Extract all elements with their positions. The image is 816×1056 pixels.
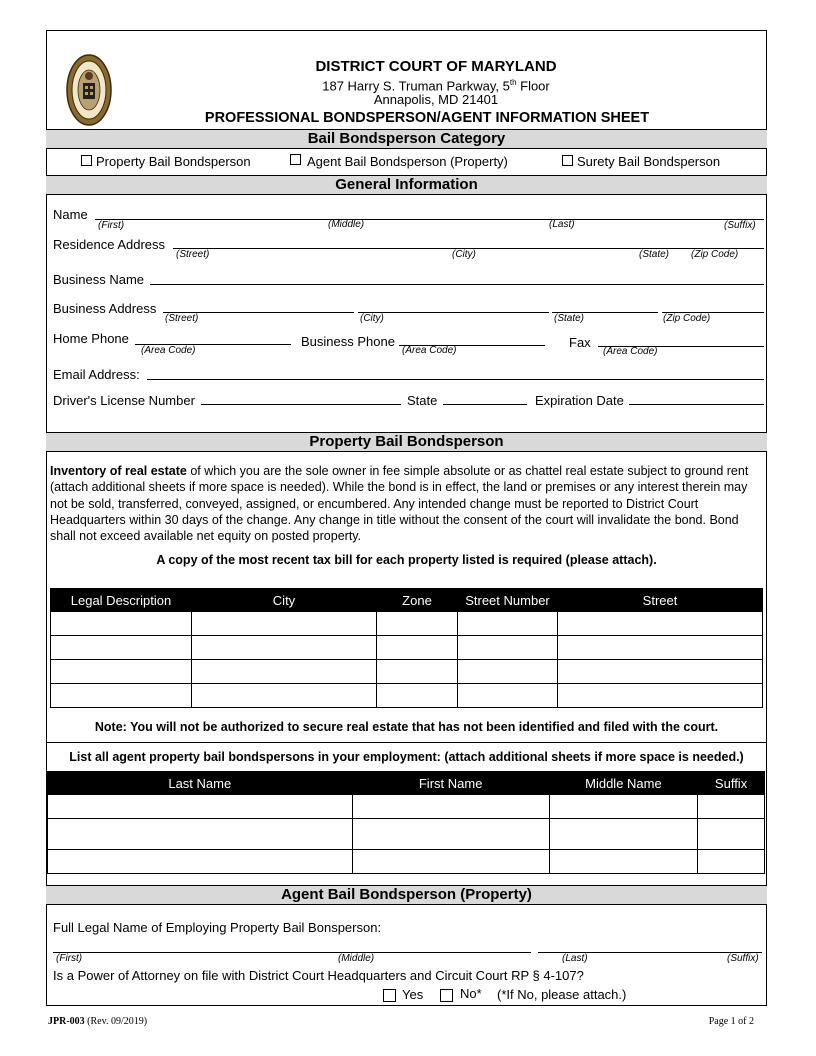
poa-if-no-note: (*If No, please attach.)	[497, 987, 627, 1002]
court-seal-icon	[66, 53, 112, 127]
agent-bondsperson-checkbox[interactable]	[290, 154, 301, 165]
poa-no-checkbox[interactable]	[440, 989, 453, 1002]
court-address-line1: 187 Harry S. Truman Parkway, 5th Floor	[322, 78, 550, 94]
property-bondsperson-checkbox[interactable]	[81, 155, 92, 166]
surety-bondsperson-checkbox[interactable]	[562, 155, 573, 166]
table-row	[48, 819, 765, 850]
employer-sub-middle: (Middle)	[338, 953, 375, 964]
name-sub-suffix: (Suffix)	[724, 220, 756, 231]
employer-sub-first: (First)	[56, 953, 83, 964]
residence-address-label: Residence Address	[53, 237, 166, 252]
license-field[interactable]	[201, 404, 401, 405]
email-field[interactable]	[147, 379, 764, 380]
name-sub-middle: (Middle)	[328, 219, 365, 230]
business-sub-state: (State)	[554, 313, 585, 324]
col-street: Street	[558, 589, 763, 612]
employer-name-label: Full Legal Name of Employing Property Bail Bonsperson:	[53, 920, 382, 935]
poa-no-label: No*	[460, 986, 482, 1001]
business-address-label: Business Address	[53, 301, 157, 316]
poa-yes-checkbox[interactable]	[383, 989, 396, 1002]
business-phone-label: Business Phone	[301, 334, 395, 349]
email-label: Email Address:	[53, 367, 140, 382]
table-row	[51, 612, 763, 636]
residence-sub-state: (State)	[639, 249, 670, 260]
property-bondsperson-label: Property Bail Bondsperson	[96, 154, 251, 169]
table-row	[48, 850, 765, 874]
license-state-label: State	[407, 393, 438, 408]
col-last-name: Last Name	[48, 772, 353, 795]
col-zone: Zone	[377, 589, 458, 612]
name-field[interactable]	[95, 219, 764, 220]
fax-label: Fax	[569, 335, 591, 350]
residence-sub-city: (City)	[452, 249, 476, 260]
col-suffix: Suffix	[698, 772, 765, 795]
court-address-line2: Annapolis, MD 21401	[373, 92, 499, 107]
real-estate-table	[50, 588, 763, 708]
name-sub-first: (First)	[98, 220, 125, 231]
surety-bondsperson-label: Surety Bail Bondsperson	[577, 154, 721, 169]
expiration-date-label: Expiration Date	[535, 393, 624, 408]
col-city: City	[192, 589, 377, 612]
table-row	[51, 684, 763, 708]
form-id: JPR-003 (Rev. 09/2019)	[48, 1016, 148, 1027]
col-legal-description: Legal Description	[51, 589, 192, 612]
court-name: DISTRICT COURT OF MARYLAND	[315, 58, 557, 75]
section-agent-property-header: Agent Bail Bondsperson (Property)	[46, 885, 767, 905]
poa-question: Is a Power of Attorney on file with District Court Headquarters and Circuit Court RP § 4-107?	[53, 968, 584, 983]
business-sub-city: (City)	[360, 313, 384, 324]
business-phone-area-code: (Area Code)	[402, 345, 457, 356]
license-label: Driver's License Number	[53, 393, 195, 408]
home-phone-label: Home Phone	[53, 331, 129, 346]
table-row	[48, 795, 765, 819]
expiration-date-field[interactable]	[629, 404, 764, 405]
section-general-header: General Information	[46, 175, 767, 195]
license-state-field[interactable]	[443, 404, 527, 405]
residence-sub-street: (Street)	[176, 249, 210, 260]
poa-yes-label: Yes	[402, 987, 424, 1002]
business-name-field[interactable]	[150, 284, 764, 285]
business-city-field[interactable]	[358, 312, 549, 313]
agents-table	[47, 771, 765, 874]
name-sub-last: (Last)	[549, 219, 575, 230]
employer-sub-suffix: (Suffix)	[727, 953, 759, 964]
section-property-header: Property Bail Bondsperson	[46, 432, 767, 452]
agents-instruction: List all agent property bail bondspersons in your employment: (attach additional sheets if more space is needed.)	[69, 750, 744, 764]
form-title: PROFESSIONAL BONDSPERSON/AGENT INFORMATION SHEET	[204, 110, 650, 126]
property-instructions: Inventory of real estate of which you are the sole owner in fee simple absolute or as chattel real estate subject to ground rent (attach additional sheets if more space is needed). While the bond is in effect, the land or premises or any interest therein may not be sold, transferred, conveyed, assigned, or encumbered. Any intended change must be reported to District Court Headquarters within 30 days of the change. Any change in title without the consent of the court will invalidate the bond. Bond shall not exceed available net equity on posted property.	[50, 464, 749, 544]
table-row	[51, 660, 763, 684]
business-sub-street: (Street)	[165, 313, 199, 324]
section-category-header: Bail Bondsperson Category	[46, 129, 767, 149]
agent-bondsperson-label: Agent Bail Bondsperson (Property)	[307, 154, 508, 169]
business-name-label: Business Name	[53, 272, 145, 287]
tax-bill-note: A copy of the most recent tax bill for each property listed is required (please attach).	[156, 553, 657, 567]
business-sub-zip: (Zip Code)	[663, 313, 711, 324]
section-divider	[46, 742, 767, 743]
residence-sub-zip: (Zip Code)	[691, 249, 739, 260]
employer-sub-last: (Last)	[562, 953, 588, 964]
page-number: Page 1 of 2	[708, 1016, 754, 1027]
table-row	[51, 636, 763, 660]
fax-area-code: (Area Code)	[603, 346, 658, 357]
employer-name-field[interactable]	[53, 952, 531, 953]
name-label: Name	[53, 207, 88, 222]
col-first-name: First Name	[352, 772, 549, 795]
real-estate-note: Note: You will not be authorized to secure real estate that has not been identified and filed with the court.	[94, 720, 719, 734]
home-phone-area-code: (Area Code)	[141, 345, 196, 356]
col-street-number: Street Number	[458, 589, 558, 612]
col-middle-name: Middle Name	[549, 772, 697, 795]
